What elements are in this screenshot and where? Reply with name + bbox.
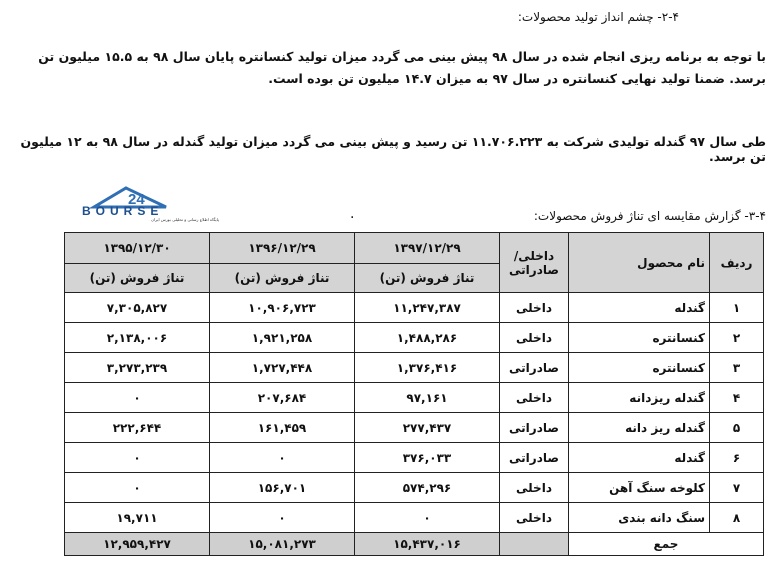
product-name: گندله ریز دانه (569, 413, 710, 443)
value-1397: ۱۱,۲۴۷,۳۸۷ (355, 293, 500, 323)
header-sales-tonnage: تناژ فروش (تن) (210, 264, 355, 293)
row-number: ۳ (710, 353, 764, 383)
value-1397: ۱,۳۷۶,۴۱۶ (355, 353, 500, 383)
value-1395: ۳,۲۷۳,۲۳۹ (65, 353, 210, 383)
total-label: جمع (569, 533, 764, 556)
value-1395: ۲۲۲,۶۴۴ (65, 413, 210, 443)
table-row (65, 323, 764, 353)
paragraph-pellet-production: طی سال ۹۷ گندله تولیدی شرکت به ۱۱.۷۰۶.۲۲۳ تن رسید و پیش بینی می گردد میزان تولید گندله در سال ۹۸ به ۱۲ میلیون تن برسد. (20, 134, 766, 164)
table-row (65, 383, 764, 413)
table-row (65, 503, 764, 533)
header-product-name: نام محصول (569, 233, 710, 293)
value-1397: ۳۷۶,۰۳۳ (355, 443, 500, 473)
header-radif: ردیف (710, 233, 764, 293)
logo-text: BOURSE (82, 204, 164, 218)
bourse24-logo (74, 186, 224, 222)
header-date-1396: ۱۳۹۶/۱۲/۲۹ (210, 233, 355, 264)
value-1397: ۲۷۷,۴۳۷ (355, 413, 500, 443)
table-row (65, 353, 764, 383)
table-row (65, 413, 764, 443)
product-name: سنگ دانه بندی (569, 503, 710, 533)
value-1397: ۹۷,۱۶۱ (355, 383, 500, 413)
value-1396: ۱۵۶,۷۰۱ (210, 473, 355, 503)
value-1397: ۰ (355, 503, 500, 533)
row-number: ۵ (710, 413, 764, 443)
sale-type: داخلی (500, 323, 569, 353)
header-sales-tonnage: تناژ فروش (تن) (65, 264, 210, 293)
table-heading: ۳-۴- گزارش مقایسه ای تناژ فروش محصولات: (533, 209, 766, 223)
value-1396: ۰ (210, 443, 355, 473)
value-1395: ۰ (65, 473, 210, 503)
sale-type: صادراتی (500, 443, 569, 473)
logo-graphic (74, 186, 224, 222)
header-date-1397: ۱۳۹۷/۱۲/۲۹ (355, 233, 500, 264)
sale-type: صادراتی (500, 413, 569, 443)
sale-type: داخلی (500, 383, 569, 413)
value-1397: ۵۷۴,۲۹۶ (355, 473, 500, 503)
product-name: کنسانتره (569, 353, 710, 383)
value-1396: ۱۰,۹۰۶,۷۲۳ (210, 293, 355, 323)
sale-type: داخلی (500, 293, 569, 323)
value-1396: ۱,۷۲۷,۴۴۸ (210, 353, 355, 383)
row-number: ۸ (710, 503, 764, 533)
table-row (65, 473, 764, 503)
logo-tagline: پایگاه اطلاع رسانی و تحلیلی بورس ایران (151, 217, 219, 222)
header-domestic-export: داخلی/ صادراتی (500, 233, 569, 293)
sale-type: داخلی (500, 473, 569, 503)
header-date-1395: ۱۳۹۵/۱۲/۳۰ (65, 233, 210, 264)
product-name: کلوخه سنگ آهن (569, 473, 710, 503)
value-1395: ۰ (65, 383, 210, 413)
value-1395: ۰ (65, 443, 210, 473)
value-1395: ۱۹,۷۱۱ (65, 503, 210, 533)
stray-dot: · (350, 210, 355, 226)
value-1396: ۱,۹۲۱,۲۵۸ (210, 323, 355, 353)
value-1395: ۲,۱۳۸,۰۰۶ (65, 323, 210, 353)
value-1396: ۱۶۱,۴۵۹ (210, 413, 355, 443)
value-1395: ۷,۳۰۵,۸۲۷ (65, 293, 210, 323)
sale-type: صادراتی (500, 353, 569, 383)
value-1396: ۲۰۷,۶۸۴ (210, 383, 355, 413)
paragraph-production-outlook: با توجه به برنامه ریزی انجام شده در سال ۹۸ پیش بینی می گردد میزان تولید کنسانتره پایان سال ۹۸ به ۱۵.۵ میلیون تن برسد. ضمنا تولید نهایی کنسانتره در سال ۹۷ به میزان ۱۴.۷ میلیون تن بوده است. (38, 49, 766, 86)
row-number: ۱ (710, 293, 764, 323)
total-row (65, 533, 764, 556)
row-number: ۴ (710, 383, 764, 413)
sales-comparison-table (64, 232, 764, 556)
product-name: گندله (569, 293, 710, 323)
table-row (65, 443, 764, 473)
row-number: ۲ (710, 323, 764, 353)
product-name: گندله ریزدانه (569, 383, 710, 413)
value-1396: ۰ (210, 503, 355, 533)
header-sales-tonnage: تناژ فروش (تن) (355, 264, 500, 293)
sale-type: داخلی (500, 503, 569, 533)
table-row (65, 293, 764, 323)
product-name: گندله (569, 443, 710, 473)
row-number: ۷ (710, 473, 764, 503)
total-1397: ۱۵,۴۳۷,۰۱۶ (355, 533, 500, 556)
total-1395: ۱۲,۹۵۹,۴۲۷ (65, 533, 210, 556)
value-1397: ۱,۴۸۸,۲۸۶ (355, 323, 500, 353)
total-type-empty (500, 533, 569, 556)
logo-number: 24 (128, 191, 145, 208)
section-heading: ۲-۴- چشم انداز تولید محصولات: (517, 10, 679, 24)
product-name: کنسانتره (569, 323, 710, 353)
total-1396: ۱۵,۰۸۱,۲۷۳ (210, 533, 355, 556)
row-number: ۶ (710, 443, 764, 473)
